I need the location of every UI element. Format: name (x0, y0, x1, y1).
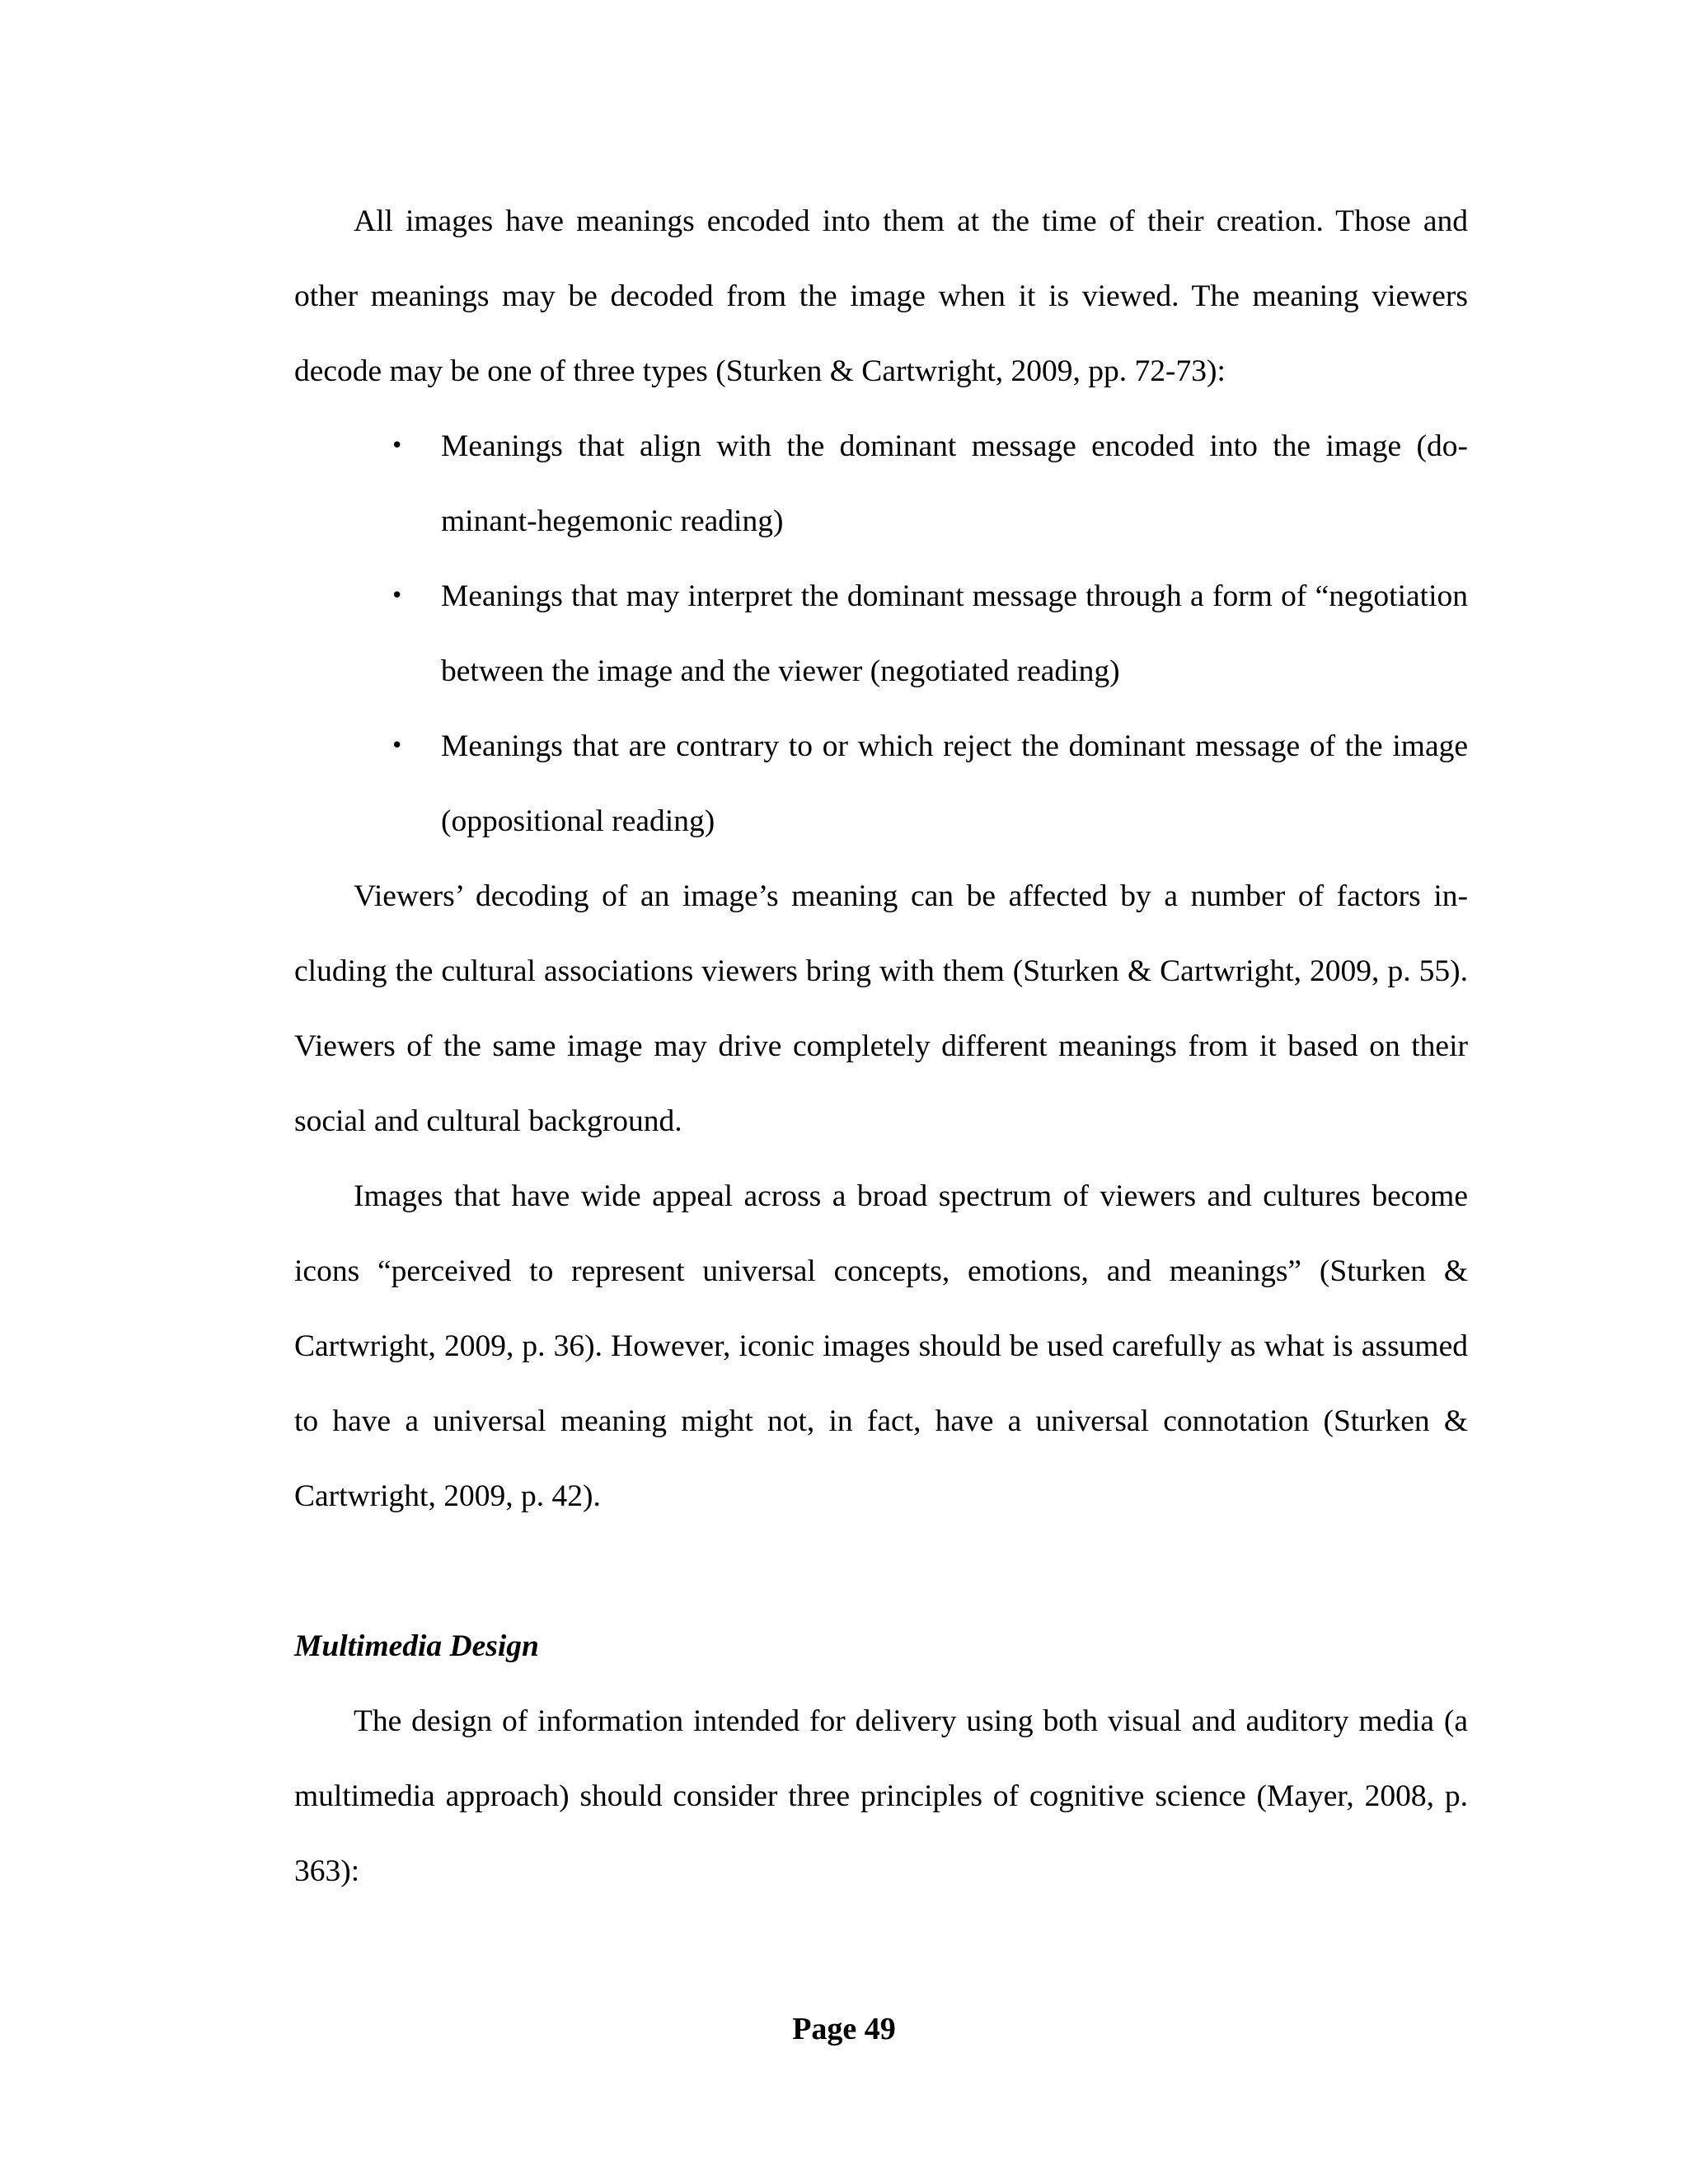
list-item-oppositional-reading (391, 709, 1468, 859)
list-item-text: Meanings that may interpret the dominant message through a form of “negotiation between the image and the viewer (negotiated reading) (441, 579, 1468, 688)
list-item-negotiated-reading (391, 559, 1468, 709)
list-item-text: Meanings that are contrary to or which reject the dominant message of the image (oppositional reading) (441, 729, 1468, 838)
body-text (294, 184, 1468, 1909)
page-number: Page 49 (792, 2012, 896, 2046)
paragraph-image-meanings: All images have meanings encoded into them at the time of their creation. Those and other meanings may be decoded from the image when it is viewed. The meaning viewers decode may be one of three types (Sturken & Cartwright, 2009, pp. 72-73): (294, 204, 1468, 388)
section-heading: Multimedia Design (294, 1629, 539, 1663)
list-item-dominant-reading (391, 409, 1468, 559)
paragraph-multimedia-design: The design of information intended for delivery using both visual and auditory media (a multimedia approach) should consider three principles of cognitive science (Mayer, 2008, p. 363): (294, 1704, 1468, 1888)
bullet-icon: • (391, 733, 404, 758)
bullet-icon: • (391, 583, 404, 608)
list-item-text: Meanings that align with the dominant message encoded into the image (dominant-hegemonic reading) (441, 429, 1468, 538)
bullet-icon: • (391, 434, 404, 458)
paragraph-iconic-images: Images that have wide appeal across a broad spectrum of viewers and cultures become icons “perceived to represent universal concepts, emotions, and meanings” (Sturken & Cartwright, 2009, p. 36). However, iconic images should be used carefully as what is assumed to have a universal meaning might not, in fact, have a universal connotation (Sturken & Cartwright, 2009, p. 42). (294, 1179, 1468, 1513)
paragraph-viewers-decoding: Viewers’ decoding of an image’s meaning can be affected by a number of factors including the cultural associations viewers bring with them (Sturken & Cartwright, 2009, p. 55). Viewers of the same image may drive completely different meanings from it based on their social and cultural background. (294, 879, 1468, 1138)
reading-types-list (294, 409, 1468, 859)
